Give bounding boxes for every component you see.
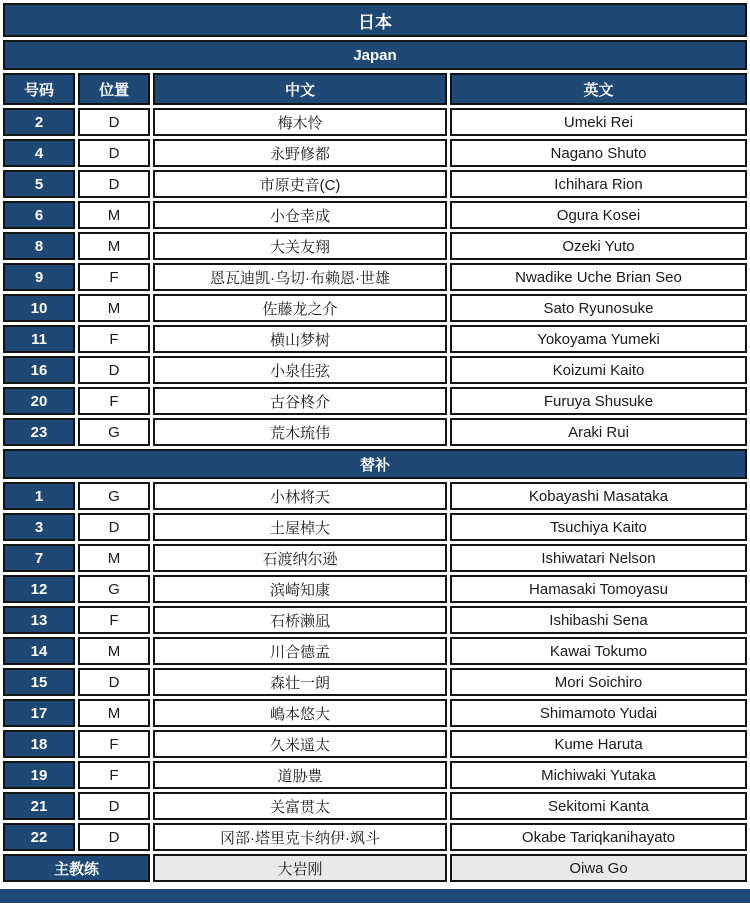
bottom-accent-bar	[0, 889, 750, 903]
player-number-cell: 19	[3, 761, 75, 789]
chinese-name-cell: 冈部·塔里克卡纳伊·飒斗	[153, 823, 447, 851]
chinese-name-cell: 小泉佳弦	[153, 356, 447, 384]
position-cell: M	[78, 699, 150, 727]
player-number-cell: 17	[3, 699, 75, 727]
player-number-cell: 2	[3, 108, 75, 136]
table-row	[3, 823, 747, 851]
coach-label-cell: 主教练	[3, 854, 150, 882]
table-row	[3, 637, 747, 665]
english-name-cell: Nwadike Uche Brian Seo	[450, 263, 747, 291]
chinese-name-cell: 石桥濑凪	[153, 606, 447, 634]
chinese-name-cell: 古谷柊介	[153, 387, 447, 415]
player-number-cell: 4	[3, 139, 75, 167]
english-name-cell: Sekitomi Kanta	[450, 792, 747, 820]
chinese-name-cell: 川合德孟	[153, 637, 447, 665]
player-number-cell: 7	[3, 544, 75, 572]
english-name-cell: Ozeki Yuto	[450, 232, 747, 260]
position-cell: D	[78, 823, 150, 851]
table-row	[3, 356, 747, 384]
table-row	[3, 513, 747, 541]
chinese-name-cell: 森壮一朗	[153, 668, 447, 696]
position-cell: G	[78, 482, 150, 510]
team-title-row	[3, 3, 747, 37]
table-row	[3, 575, 747, 603]
position-cell: D	[78, 108, 150, 136]
player-number-cell: 23	[3, 418, 75, 446]
position-cell: F	[78, 761, 150, 789]
column-header-position: 位置	[78, 73, 150, 105]
table-row	[3, 263, 747, 291]
english-name-cell: Furuya Shusuke	[450, 387, 747, 415]
chinese-name-cell: 嶋本悠大	[153, 699, 447, 727]
english-name-cell: Kawai Tokumo	[450, 637, 747, 665]
english-name-cell: Shimamoto Yudai	[450, 699, 747, 727]
position-cell: M	[78, 544, 150, 572]
chinese-name-cell: 荒木琉伟	[153, 418, 447, 446]
position-cell: D	[78, 792, 150, 820]
table-row	[3, 232, 747, 260]
chinese-name-cell: 滨崎知康	[153, 575, 447, 603]
position-cell: M	[78, 201, 150, 229]
position-cell: F	[78, 730, 150, 758]
table-row	[3, 544, 747, 572]
english-name-cell: Nagano Shuto	[450, 139, 747, 167]
position-cell: D	[78, 139, 150, 167]
position-cell: M	[78, 232, 150, 260]
position-cell: M	[78, 637, 150, 665]
player-number-cell: 13	[3, 606, 75, 634]
english-name-cell: Kume Haruta	[450, 730, 747, 758]
player-number-cell: 16	[3, 356, 75, 384]
team-title-en: Japan	[3, 40, 747, 70]
position-cell: F	[78, 325, 150, 353]
player-number-cell: 9	[3, 263, 75, 291]
chinese-name-cell: 久米遥太	[153, 730, 447, 758]
player-number-cell: 11	[3, 325, 75, 353]
table-row	[3, 139, 747, 167]
chinese-name-cell: 大关友翔	[153, 232, 447, 260]
substitutes-section-header: 替补	[3, 449, 747, 479]
team-title-row-en	[3, 40, 747, 70]
chinese-name-cell: 石渡纳尔逊	[153, 544, 447, 572]
table-row	[3, 761, 747, 789]
english-name-cell: Ishibashi Sena	[450, 606, 747, 634]
chinese-name-cell: 土屋棹大	[153, 513, 447, 541]
english-name-cell: Umeki Rei	[450, 108, 747, 136]
player-number-cell: 22	[3, 823, 75, 851]
position-cell: D	[78, 170, 150, 198]
english-name-cell: Mori Soichiro	[450, 668, 747, 696]
player-number-cell: 10	[3, 294, 75, 322]
chinese-name-cell: 恩瓦迪凯·乌切·布赖恩·世雄	[153, 263, 447, 291]
column-header-english: 英文	[450, 73, 747, 105]
position-cell: D	[78, 668, 150, 696]
english-name-cell: Michiwaki Yutaka	[450, 761, 747, 789]
table-row	[3, 730, 747, 758]
team-title-cn: 日本	[3, 3, 747, 37]
position-cell: D	[78, 356, 150, 384]
english-name-cell: Okabe Tariqkanihayato	[450, 823, 747, 851]
column-header-row	[3, 73, 747, 105]
english-name-cell: Hamasaki Tomoyasu	[450, 575, 747, 603]
chinese-name-cell: 永野修都	[153, 139, 447, 167]
player-number-cell: 8	[3, 232, 75, 260]
coach-english-name-cell: Oiwa Go	[450, 854, 747, 882]
chinese-name-cell: 佐藤龙之介	[153, 294, 447, 322]
table-row	[3, 170, 747, 198]
english-name-cell: Kobayashi Masataka	[450, 482, 747, 510]
player-number-cell: 1	[3, 482, 75, 510]
table-row	[3, 201, 747, 229]
chinese-name-cell: 小仓幸成	[153, 201, 447, 229]
player-number-cell: 14	[3, 637, 75, 665]
player-number-cell: 6	[3, 201, 75, 229]
player-number-cell: 12	[3, 575, 75, 603]
player-number-cell: 21	[3, 792, 75, 820]
chinese-name-cell: 关富贯太	[153, 792, 447, 820]
english-name-cell: Ishiwatari Nelson	[450, 544, 747, 572]
coach-row	[3, 854, 747, 882]
english-name-cell: Tsuchiya Kaito	[450, 513, 747, 541]
table-row	[3, 325, 747, 353]
position-cell: G	[78, 418, 150, 446]
table-row	[3, 294, 747, 322]
player-number-cell: 18	[3, 730, 75, 758]
english-name-cell: Araki Rui	[450, 418, 747, 446]
table-row	[3, 387, 747, 415]
table-row	[3, 606, 747, 634]
table-row	[3, 668, 747, 696]
column-header-chinese: 中文	[153, 73, 447, 105]
english-name-cell: Ichihara Rion	[450, 170, 747, 198]
chinese-name-cell: 市原吏音(C)	[153, 170, 447, 198]
coach-chinese-name-cell: 大岩刚	[153, 854, 447, 882]
table-row	[3, 699, 747, 727]
chinese-name-cell: 道胁豊	[153, 761, 447, 789]
english-name-cell: Koizumi Kaito	[450, 356, 747, 384]
table-row	[3, 108, 747, 136]
table-row	[3, 792, 747, 820]
position-cell: M	[78, 294, 150, 322]
position-cell: D	[78, 513, 150, 541]
player-number-cell: 15	[3, 668, 75, 696]
english-name-cell: Ogura Kosei	[450, 201, 747, 229]
table-row	[3, 482, 747, 510]
chinese-name-cell: 小林将天	[153, 482, 447, 510]
position-cell: F	[78, 263, 150, 291]
player-number-cell: 3	[3, 513, 75, 541]
english-name-cell: Yokoyama Yumeki	[450, 325, 747, 353]
player-number-cell: 20	[3, 387, 75, 415]
substitutes-section-row	[3, 449, 747, 479]
english-name-cell: Sato Ryunosuke	[450, 294, 747, 322]
position-cell: F	[78, 606, 150, 634]
position-cell: F	[78, 387, 150, 415]
chinese-name-cell: 横山梦树	[153, 325, 447, 353]
player-number-cell: 5	[3, 170, 75, 198]
position-cell: G	[78, 575, 150, 603]
table-row	[3, 418, 747, 446]
chinese-name-cell: 梅木怜	[153, 108, 447, 136]
column-header-number: 号码	[3, 73, 75, 105]
